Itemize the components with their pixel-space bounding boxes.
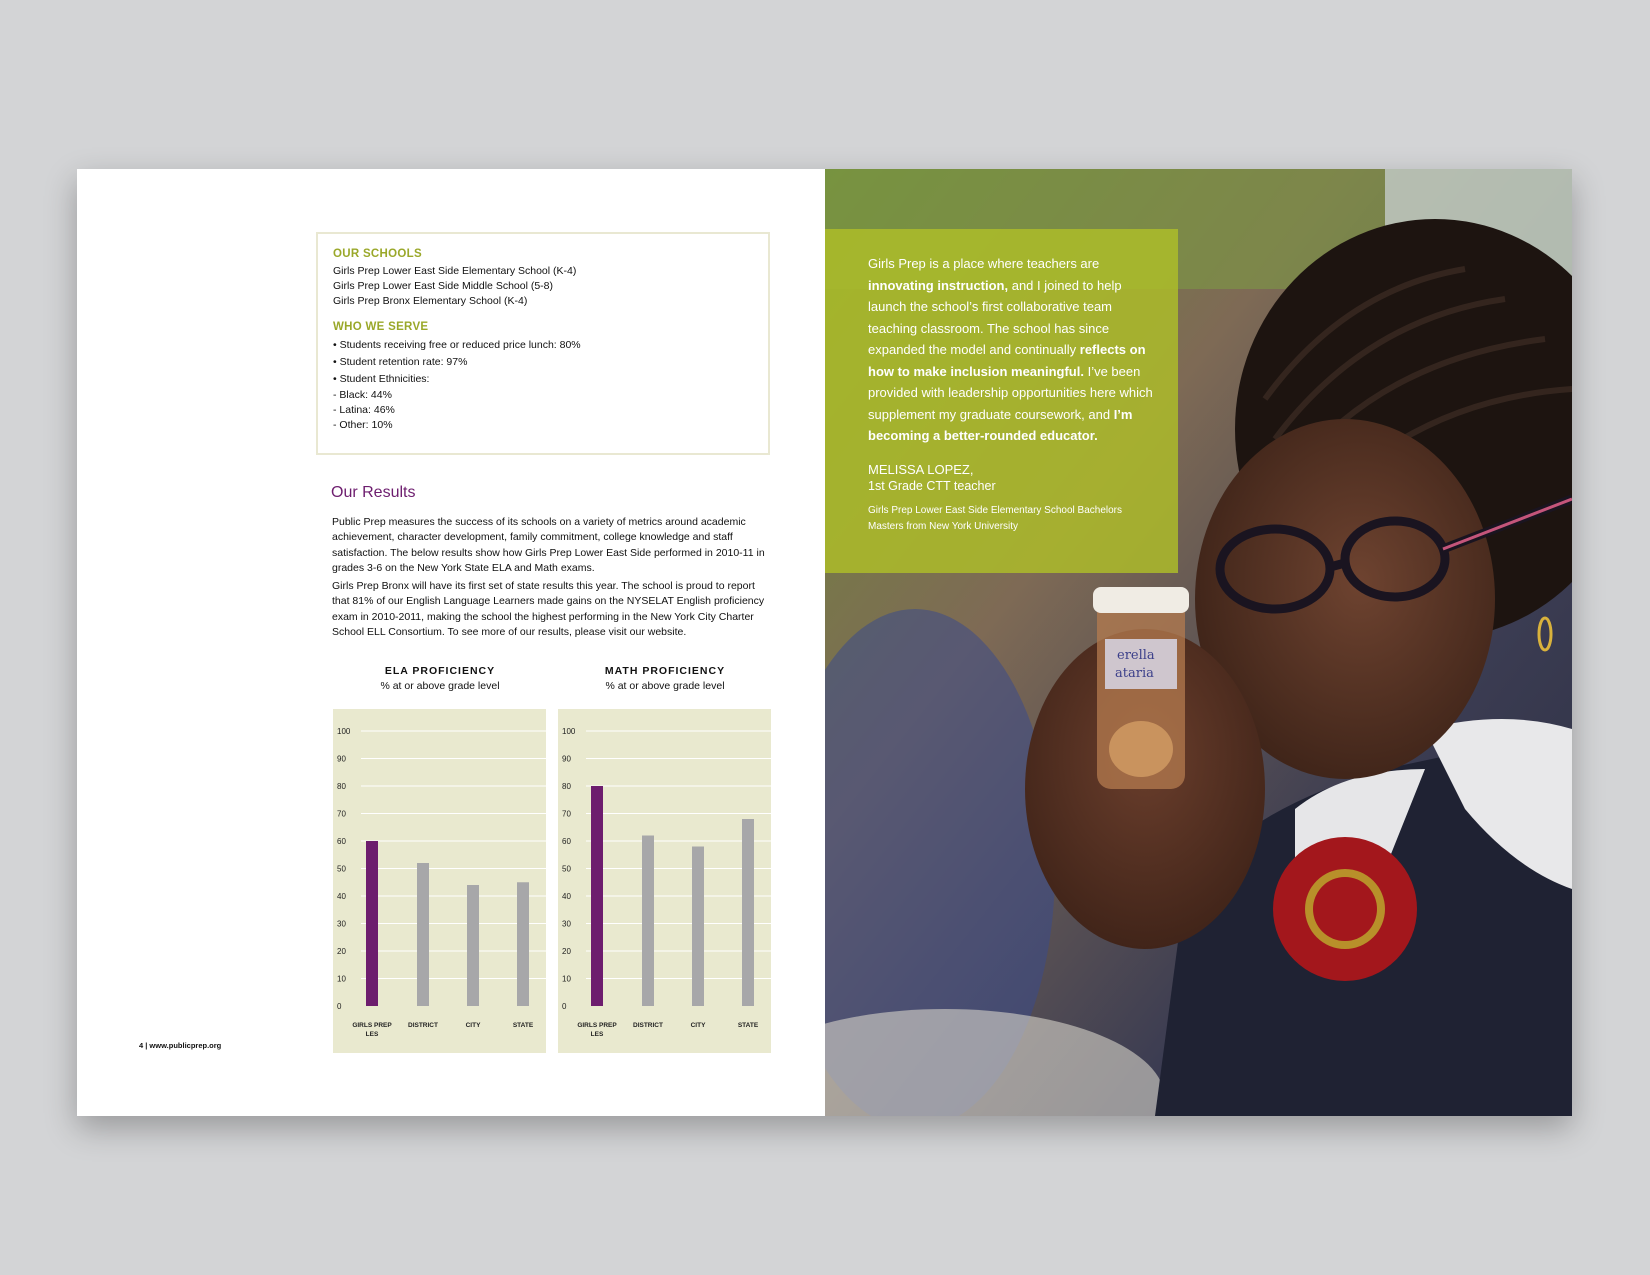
ethnicity-item: - Black: 44%: [333, 389, 392, 401]
y-tick-label: 60: [337, 837, 346, 846]
math-proficiency-chart: [558, 709, 771, 1053]
x-category-label: CITY: [465, 1022, 481, 1029]
x-category-label: GIRLS PREP: [352, 1022, 392, 1029]
bar: [642, 836, 654, 1007]
y-tick-label: 20: [337, 947, 346, 956]
x-category-label: STATE: [737, 1022, 759, 1029]
y-tick-label: 70: [562, 809, 571, 819]
y-tick-label: 20: [562, 947, 571, 956]
x-category-label: LES: [365, 1031, 379, 1038]
bar: [517, 882, 529, 1006]
testimonial-name: MELISSA LOPEZ,: [868, 461, 974, 477]
y-tick-label: 10: [562, 974, 571, 984]
y-tick-label: 30: [562, 919, 571, 929]
y-tick-label: 10: [337, 974, 346, 984]
quote-part: I’ve been provided with leadership opportunities here which supplement my graduate coursework, and: [868, 363, 1153, 422]
y-tick-label: 50: [337, 864, 346, 874]
page-footer: 4 | www.publicprep.org: [139, 1041, 222, 1050]
testimonial-quote: [868, 253, 1158, 447]
y-tick-label: 80: [562, 782, 571, 791]
chart-svg: [333, 709, 546, 1053]
credential-line: Girls Prep Lower East Side Elementary School Bachelors: [868, 504, 1123, 516]
y-tick-label: 30: [337, 919, 346, 929]
chart-title: ELA PROFICIENCY: [384, 665, 496, 677]
brochure-spread: [77, 169, 1572, 1116]
y-tick-label: 100: [562, 727, 576, 736]
results-body: [332, 515, 772, 643]
y-tick-label: 40: [562, 892, 571, 901]
bar: [692, 847, 704, 1007]
quote-part: Girls Prep is a place where teachers are: [868, 256, 1100, 271]
testimonial-box: [825, 229, 1178, 573]
quote-emphasis: I’m becoming a better-rounded educator.: [868, 406, 1133, 443]
bar: [417, 863, 429, 1006]
ela-chart-header: [334, 664, 546, 694]
vial-label: erella: [1117, 648, 1155, 663]
chart-title: MATH PROFICIENCY: [604, 665, 726, 677]
y-tick-label: 0: [337, 1002, 342, 1011]
x-category-label: DISTRICT: [633, 1022, 663, 1029]
y-tick-label: 70: [337, 809, 346, 819]
ela-proficiency-chart: [333, 709, 546, 1053]
chart-subtitle: % at or above grade level: [380, 680, 500, 692]
bar: [366, 841, 378, 1006]
credential-line: Masters from New York University: [868, 520, 1019, 532]
left-page: [77, 169, 825, 1116]
bar: [591, 786, 603, 1006]
x-category-label: DISTRICT: [408, 1022, 438, 1029]
x-category-label: STATE: [512, 1022, 534, 1029]
y-tick-label: 40: [337, 892, 346, 901]
ethnicity-item: - Latina: 46%: [333, 404, 395, 416]
ethnicity-item: - Other: 10%: [333, 419, 393, 431]
math-chart-header: [559, 664, 771, 694]
quote-part: and I joined to help launch the school’s first collaborative team teaching classroom. The school has since expanded the model and continually: [868, 277, 1122, 357]
y-tick-label: 50: [562, 864, 571, 874]
chart-svg: [558, 709, 771, 1053]
results-paragraph: Girls Prep Bronx will have its first set of state results this year. The school is proud to report that 81% of our English Language Learners made gains on the NYSELAT English proficiency exam in 2010-2011, making the school the highest performing in the New York City Charter School ELL Consortium. To see more of our results, please visit our website.: [332, 580, 765, 639]
y-tick-label: 90: [562, 754, 571, 764]
x-category-label: CITY: [690, 1022, 706, 1029]
x-category-label: GIRLS PREP: [577, 1022, 617, 1029]
right-page: [825, 169, 1572, 1116]
our-schools-heading: OUR SCHOOLS: [333, 248, 422, 260]
testimonial-role: 1st Grade CTT teacher: [868, 478, 996, 493]
schools-info-box: [316, 232, 770, 455]
x-category-label: LES: [590, 1031, 604, 1038]
school-item: Girls Prep Lower East Side Elementary School (K-4): [333, 265, 577, 277]
y-tick-label: 100: [337, 727, 351, 736]
y-tick-label: 0: [562, 1002, 567, 1011]
results-title: Our Results: [331, 484, 416, 501]
serve-bullet: • Student retention rate: 97%: [333, 356, 468, 368]
who-we-serve-heading: WHO WE SERVE: [333, 321, 429, 333]
y-tick-label: 80: [337, 782, 346, 791]
serve-bullet: • Student Ethnicities:: [333, 373, 430, 385]
school-item: Girls Prep Lower East Side Middle School (5-8): [333, 280, 554, 292]
serve-bullet: • Students receiving free or reduced price lunch: 80%: [333, 339, 581, 351]
results-paragraph: Public Prep measures the success of its schools on a variety of metrics around academic achievement, character development, family commitment, college knowledge and staff satisfaction. The below results show how Girls Prep Lower East Side performed in 2010-11 in grades 3-6 on the New York State ELA and Math exams.: [332, 516, 765, 574]
school-item: Girls Prep Bronx Elementary School (K-4): [333, 295, 528, 307]
vial-label: ataria: [1115, 666, 1154, 681]
y-tick-label: 90: [337, 754, 346, 764]
testimonial-credentials: [868, 503, 1158, 535]
y-tick-label: 60: [562, 837, 571, 846]
bar: [742, 819, 754, 1006]
bar: [467, 885, 479, 1006]
quote-emphasis: innovating instruction,: [868, 277, 1009, 293]
chart-subtitle: % at or above grade level: [605, 680, 725, 692]
quote-emphasis: reflects on how to make inclusion meaningful.: [868, 342, 1146, 379]
